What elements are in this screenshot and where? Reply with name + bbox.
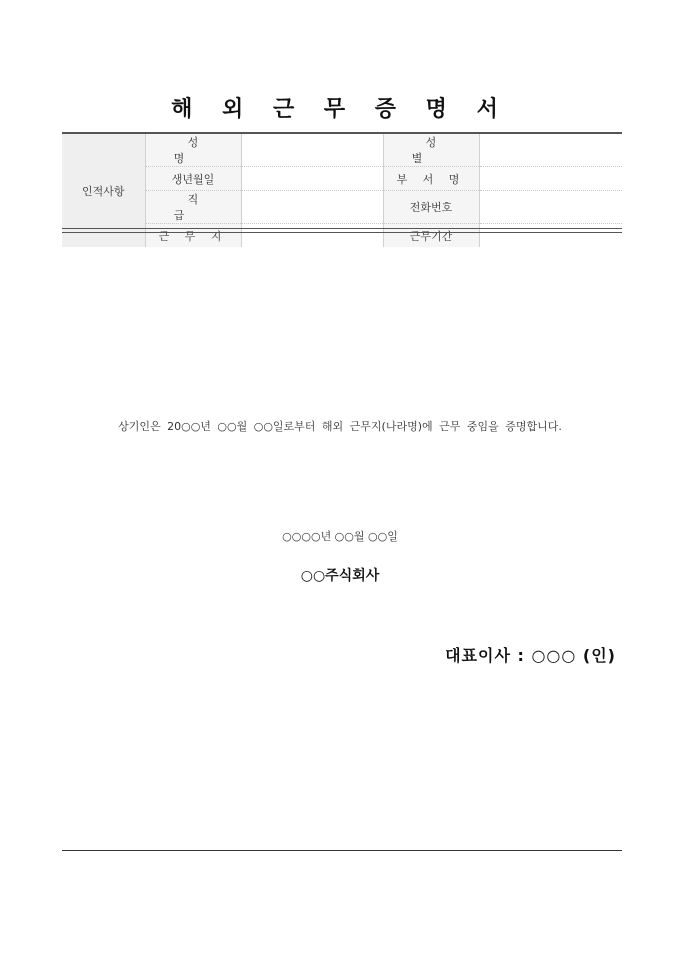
field-label-work-period: 근무기간 — [383, 224, 479, 248]
field-label-rank: 직 급 — [173, 193, 227, 222]
document-title: 해 외 근 무 증 명 서 — [171, 97, 509, 122]
field-label-name: 성 명 — [173, 136, 227, 165]
table-row — [62, 191, 622, 224]
certification-statement: 상기인은 20○○년 ○○월 ○○일로부터 해외 근무지(나라명)에 근무 중임을 증명합니다. — [118, 420, 562, 433]
field-label-birthdate: 생년월일 — [145, 167, 241, 191]
field-value-birthdate[interactable] — [241, 167, 383, 191]
category-label: 인적사항 — [62, 133, 145, 247]
field-label-phone: 전화번호 — [383, 191, 479, 224]
table-row — [62, 167, 622, 191]
table-bottom-rule — [62, 228, 622, 233]
field-label-gender: 성 별 — [411, 136, 465, 165]
issue-date: ○○○○년 ○○월 ○○일 — [282, 530, 398, 543]
field-value-phone[interactable] — [479, 191, 622, 224]
field-value-department[interactable] — [479, 167, 622, 191]
field-label-department: 부 서 명 — [396, 172, 466, 186]
table-row — [62, 133, 622, 167]
company-name: ○○주식회사 — [300, 568, 380, 584]
field-value-rank[interactable] — [241, 191, 383, 224]
field-value-gender[interactable] — [479, 133, 622, 167]
footer-divider — [62, 850, 622, 851]
field-label-workplace: 근 무 지 — [158, 229, 228, 243]
ceo-signature: 대표이사 : ○○○ (인) — [445, 646, 616, 665]
field-value-name[interactable] — [241, 133, 383, 167]
